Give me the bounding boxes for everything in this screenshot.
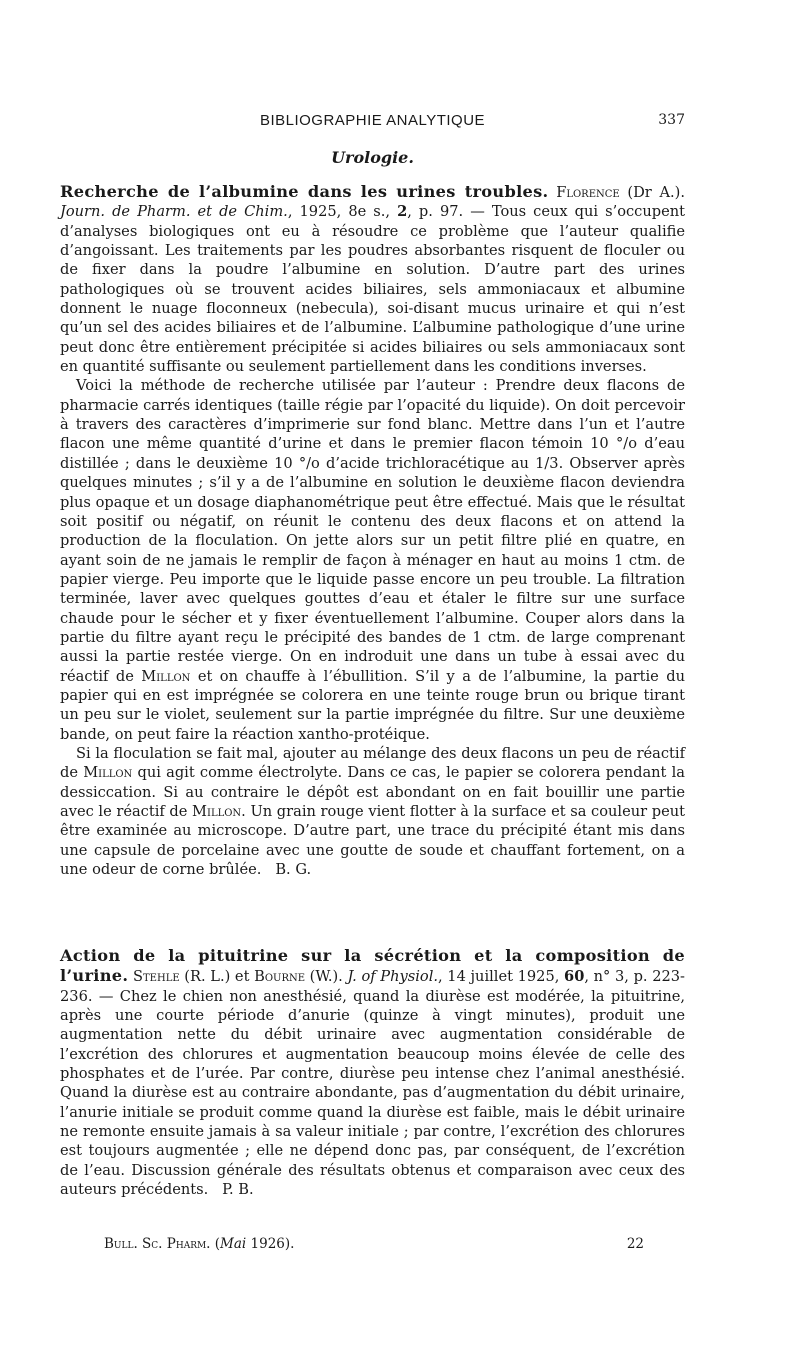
section-title: Urologie.	[331, 148, 414, 167]
article1-body-3b: qui agit comme électrolyte. Dans ce cas, le papier se colorera pendant la dessiccation. Si au contraire le dépôt est abondant on en fait bouillir une partie avec le réactif de	[60, 764, 685, 820]
article-action-pituitrine	[60, 946, 685, 1199]
footer-journal-name: Bull. Sc. Pharm.	[104, 1236, 211, 1252]
footer-signature-number: 22	[626, 1236, 644, 1252]
article1-millon-1: Millon	[141, 667, 191, 685]
page-footer	[104, 1236, 644, 1256]
article1-signature: B. G.	[275, 861, 312, 879]
article1-body-3a: Si la floculation se fait mal, ajouter au mélange des deux flacons un peu de réactif de	[60, 744, 685, 782]
article1-citation-a: , 1925, 8e s.,	[287, 203, 398, 221]
running-head	[60, 112, 685, 136]
article2-author-2-rest: (W.).	[305, 968, 348, 986]
article2-paragraph-1	[60, 946, 685, 1199]
article1-millon-2: Millon	[83, 764, 133, 782]
article1-journal: Journ. de Pharm. et de Chim.	[60, 203, 288, 221]
article1-body-2a: Voici la méthode de recherche utilisée par l’auteur : Prendre deux flacons de pharmacie carrés identiques (taille régie par l’opacité du liquide). On doit percevoir à travers des caractères d’imprimerie sur fond blanc. Mettre dans l’un et l’autre flacon une même quantité d’urine et dans le premier flacon témoin 10 °/o d’eau distillée ; dans le deuxième 10 °/o d’acide trichloracétique au 1/3. Observer après quelques minutes ; s’il y a de l’albumine en solution le deuxième flacon deviendra plus opaque et un dosage diaphanométrique peut être effectué. Mais que le résultat soit positif ou négatif, on réunit le contenu des deux flacons et on attend la production de la floculation. On jette alors sur un petit filtre plié en quatre, en ayant soin de ne jamais le remplir de façon à ménager en haut au moins 1 ctm. de papier vierge. Peu importe que le liquide passe encore un peu trouble. La filtration terminée, laver avec quelques gouttes d’eau et étaler le filtre sur une surface chaude pour le sécher et y fixer éventuellement l’albumine. Couper alors dans la partie du filtre ayant reçu le précipité des bandes de 1 ctm. de large comprenant aussi la partie restée vierge. On en indroduit une dans un tube à essai avec du réactif de	[60, 377, 685, 685]
article2-journal: J. of Physiol.	[347, 968, 439, 986]
page-number: 337	[658, 112, 685, 128]
running-title: BIBLIOGRAPHIE ANALYTIQUE	[259, 112, 486, 129]
article1-author: Florence	[556, 184, 620, 201]
article2-volume: 60	[564, 968, 585, 986]
article-recherche-albumine	[60, 182, 685, 879]
article1-author-rest: (Dr A.).	[619, 184, 685, 201]
article2-body: , n° 3, p. 223-236. — Chez le chien non anesthésié, quand la diurèse est modérée, la pituitrine, après une courte période d’anurie (quinze à vingt minutes), produit une augmentation nette du débit urinaire avec augmentation considérable de l’excrétion des chlorures et augmentation beaucoup moins élevée de celle des phosphates et de l’urée. Par contre, diurèse peu intense chez l’animal anesthésié. Quand la diurèse est au contraire abondante, pas d’augmentation du débit urinaire, l’anurie initiale se produit comme quand la diurèse est faible, mais le débit urinaire ne remonte ensuite jamais à sa valeur initiale ; par contre, l’excrétion des chlorures est toujours augmentée ; elle ne dépend donc pas, par conséquent, de l’excrétion de l’eau. Discussion générale des résultats obtenus et comparaison avec ceux des auteurs précédents.	[60, 968, 685, 1199]
article2-citation-a: , 14 juillet 1925,	[438, 968, 565, 986]
article1-paragraph-3	[60, 744, 685, 879]
footer-journal	[104, 1236, 294, 1252]
footer-year: 1926).	[246, 1236, 295, 1252]
article1-paragraph-2	[60, 376, 685, 744]
article2-title: Action de la pituitrine sur la sécrétion et la composition de l’urine.	[60, 946, 685, 986]
article2-author-2: Bourne	[254, 968, 306, 986]
article1-body-1: , p. 97. — Tous ceux qui s’occupent d’analyses biologiques ont eu à résoudre ce problème que l’auteur qualifie d’angoissant. Les traitements par les poudres absorbantes risquent de floculer ou de fixer dans la poudre l’albumine en solution. D’autre part des urines pathologiques où se trouvent acides biliaires, sels ammoniacaux et albumine donnent le nuage floconneux (nebecula), soi-disant mucus urinaire et qui n’est qu’un sel des acides biliaires et de l’albumine. L’albumine pathologique d’une urine peut donc être entièrement précipitée si acides biliaires ou sels ammoniacaux sont en quantité suffisante ou seulement partiellement dans les conditions inverses.	[60, 203, 685, 376]
footer-paren-open: (	[210, 1236, 221, 1252]
article1-title: Recherche de l’albumine dans les urines troubles.	[60, 182, 549, 201]
article1-paragraph-1	[60, 182, 685, 376]
article2-signature: P. B.	[222, 1181, 254, 1199]
footer-month: Mai	[220, 1236, 247, 1252]
article1-millon-3: Millon	[192, 803, 242, 820]
article1-body-2b: et on chauffe à l’ébullition. S’il y a de l’albumine, la partie du papier qui en est imprégnée se colorera en une teinte rouge brun ou brique tirant un peu sur le violet, seulement sur la partie imprégnée du filtre. Sur une deuxième bande, on peut faire la réaction xantho-protéique.	[60, 667, 685, 743]
article2-author-1: Stehle	[133, 968, 180, 986]
article1-body-3c: . Un grain rouge vient flotter à la surface et sa couleur peut être examinée au microscope. D’autre part, une trace du précipité étant mis dans une capsule de porcelaine avec une goutte de soude et chauffant fortement, on a une odeur de corne brûlée.	[60, 803, 685, 879]
article1-volume: 2	[397, 203, 408, 221]
article2-author-1-rest: (R. L.) et	[179, 968, 255, 986]
